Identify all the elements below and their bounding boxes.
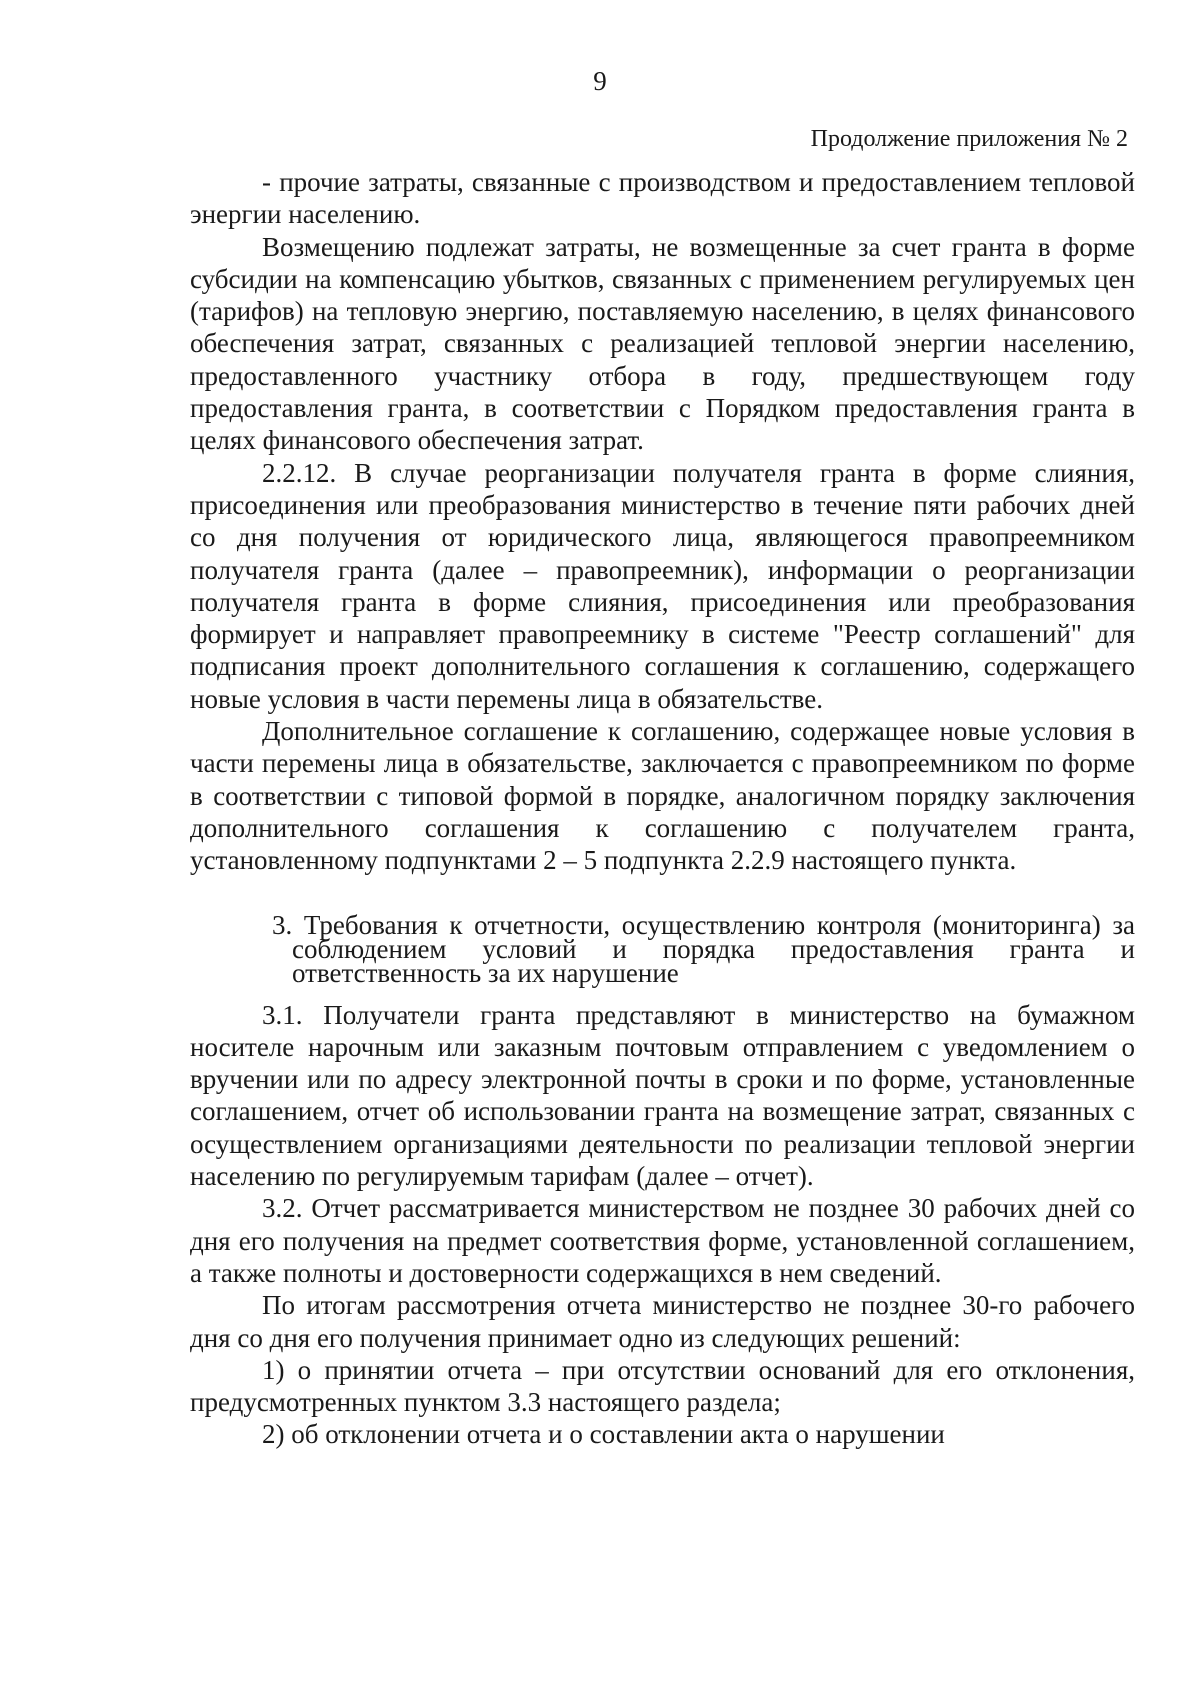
paragraph: 3.2. Отчет рассматривается министерством не позднее 30 рабочих дней со дня его получения на предмет соответствия форме, установленной соглашением, а также полноты и достоверности содержащихся в нем сведений. [190,1193,1135,1288]
paragraph: 3.1. Получатели гранта представляют в министерство на бумажном носителе нарочным или заказным почтовым отправлением с уведомлением о вручении или по адресу электронной почты в сроки и по форме, установленные соглашением, отчет об использовании гранта на возмещение затрат, связанных с осуществлением организациями деятельности по реализации тепловой энергии населению по регулируемым тарифам (далее – отчет). [190,999,1135,1192]
paragraph: По итогам рассмотрения отчета министерство не позднее 30-го рабочего дня со дня его получения принимает одно из следующих решений: [190,1290,1135,1353]
paragraph: 2) об отклонении отчета и о составлении акта о нарушении [262,1419,945,1450]
section-heading-text: 3. Требования к отчетности, осуществлению контроля (мониторинга) за соблюдением условий и порядка предоставления гранта и ответственность за их нарушение [272,909,1135,988]
paragraph: 1) о принятии отчета – при отсутствии оснований для его отклонения, предусмотренных пунктом 3.3 настоящего раздела; [190,1354,1135,1418]
paragraph: 2.2.12. В случае реорганизации получателя гранта в форме слияния, присоединения или преобразования министерство в течение пяти рабочих дней со дня получения от юридического лица, являющегося правопреемником получателя гранта (далее – правопреемник), информации о реорганизации получателя гранта в форме слияния, присоединения или преобразования формирует и направляет правопреемнику в системе "Реестр соглашений" для подписания проект дополнительного соглашения к соглашению, содержащего новые условия в части перемены лица в обязательстве. [190,457,1135,714]
paragraph: Возмещению подлежат затраты, не возмещенные за счет гранта в форме субсидии на компенсацию убытков, связанных с применением регулируемых цен (тарифов) на тепловую энергию, поставляемую населению, в целях финансового обеспечения затрат, связанных с реализацией тепловой энергии населению, предоставленного участнику отбора в году, предшествующем году предоставления гранта, в соответствии с Порядком предоставления гранта в целях финансового обеспечения затрат. [190,231,1135,456]
annex-continuation-note: Продолжение приложения № 2 [810,126,1128,152]
section-heading [190,909,1135,988]
document-body [190,166,1135,1451]
page-number: 9 [593,66,607,96]
paragraph: Дополнительное соглашение к соглашению, содержащее новые условия в части перемены лица в обязательстве, заключается с правопреемником по форме в соответствии с типовой формой в порядке, аналогичном порядку заключения дополнительного соглашения к соглашению с получателем гранта, установленному подпунктами 2 – 5 подпункта 2.2.9 настоящего пункта. [190,716,1135,876]
paragraph: - прочие затраты, связанные с производством и предоставлением тепловой энергии населению. [190,167,1135,230]
